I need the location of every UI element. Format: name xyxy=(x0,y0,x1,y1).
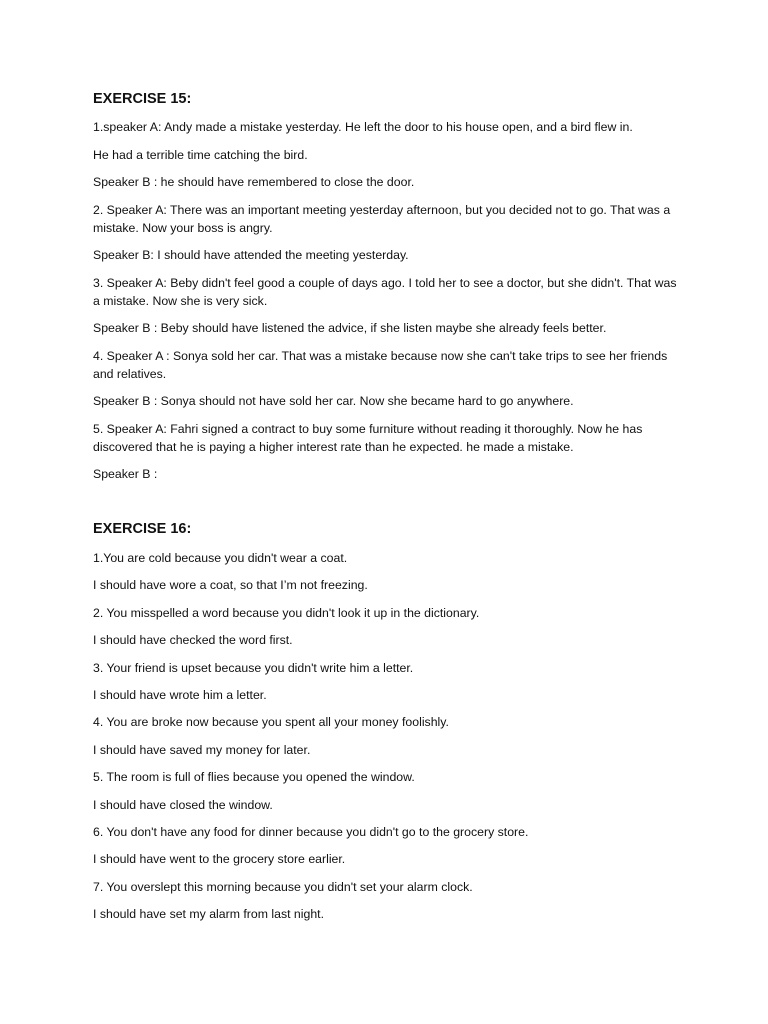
exercise-15-paragraph: Speaker B : Sonya should not have sold her car. Now she became hard to go anywhere. xyxy=(93,394,574,408)
exercise-15-paragraph: 3. Speaker A: Beby didn't feel good a couple of days ago. I told her to see a doctor, but she didn't. That was a mistake. Now she is very sick. xyxy=(93,275,677,308)
exercise-16-paragraph: I should have checked the word first. xyxy=(93,633,293,648)
exercise-16-paragraph: 7. You overslept this morning because you didn't set your alarm clock. xyxy=(93,879,473,894)
exercise-15-paragraph: 5. Speaker A: Fahri signed a contract to buy some furniture without reading it thoroughly. Now he has discovered that he is paying a higher interest rate than he expected. he made a mistake. xyxy=(93,421,643,454)
exercise-15-paragraph: Speaker B : Beby should have listened the advice, if she listen maybe she already feels better. xyxy=(93,321,607,335)
exercise-15-paragraph: Speaker B: I should have attended the meeting yesterday. xyxy=(93,248,409,262)
exercise-16-paragraph: I should have closed the window. xyxy=(93,797,273,812)
exercise-16-paragraph: I should have saved my money for later. xyxy=(93,742,311,757)
exercise-15-paragraph: Speaker B : xyxy=(93,467,158,481)
exercise-16-paragraph: I should have went to the grocery store earlier. xyxy=(93,852,346,867)
exercise-15-paragraph: He had a terrible time catching the bird. xyxy=(93,147,308,162)
exercise-16-paragraph: I should have wrote him a letter. xyxy=(93,687,267,702)
exercise-15-section xyxy=(93,90,683,493)
exercise-16-paragraph: 2. You misspelled a word because you didn't look it up in the dictionary. xyxy=(93,605,480,620)
exercise-15-heading: EXERCISE 15: xyxy=(93,91,192,107)
exercise-16-section xyxy=(93,520,683,932)
exercise-16-paragraph: 6. You don't have any food for dinner because you didn't go to the grocery store. xyxy=(93,824,529,839)
exercise-15-paragraph: Speaker B : he should have remembered to close the door. xyxy=(93,175,415,189)
exercise-16-paragraph: 1.You are cold because you didn't wear a coat. xyxy=(93,551,348,565)
exercise-15-paragraph: 1.speaker A: Andy made a mistake yesterday. He left the door to his house open, and a bird flew in. xyxy=(93,120,633,134)
exercise-15-paragraph: 4. Speaker A : Sonya sold her car. That was a mistake because now she can't take trips to see her friends and relatives. xyxy=(93,348,668,381)
exercise-16-paragraph: I should have wore a coat, so that I’m not freezing. xyxy=(93,578,368,593)
exercise-16-heading: EXERCISE 16: xyxy=(93,521,192,537)
exercise-16-paragraph: 4. You are broke now because you spent all your money foolishly. xyxy=(93,715,449,730)
exercise-15-paragraph: 2. Speaker A: There was an important meeting yesterday afternoon, but you decided not to go. That was a mistake. Now your boss is angry. xyxy=(93,202,671,235)
exercise-16-paragraph: I should have set my alarm from last night. xyxy=(93,907,325,922)
exercise-16-paragraph: 3. Your friend is upset because you didn't write him a letter. xyxy=(93,660,414,675)
exercise-16-paragraph: 5. The room is full of flies because you opened the window. xyxy=(93,770,415,785)
